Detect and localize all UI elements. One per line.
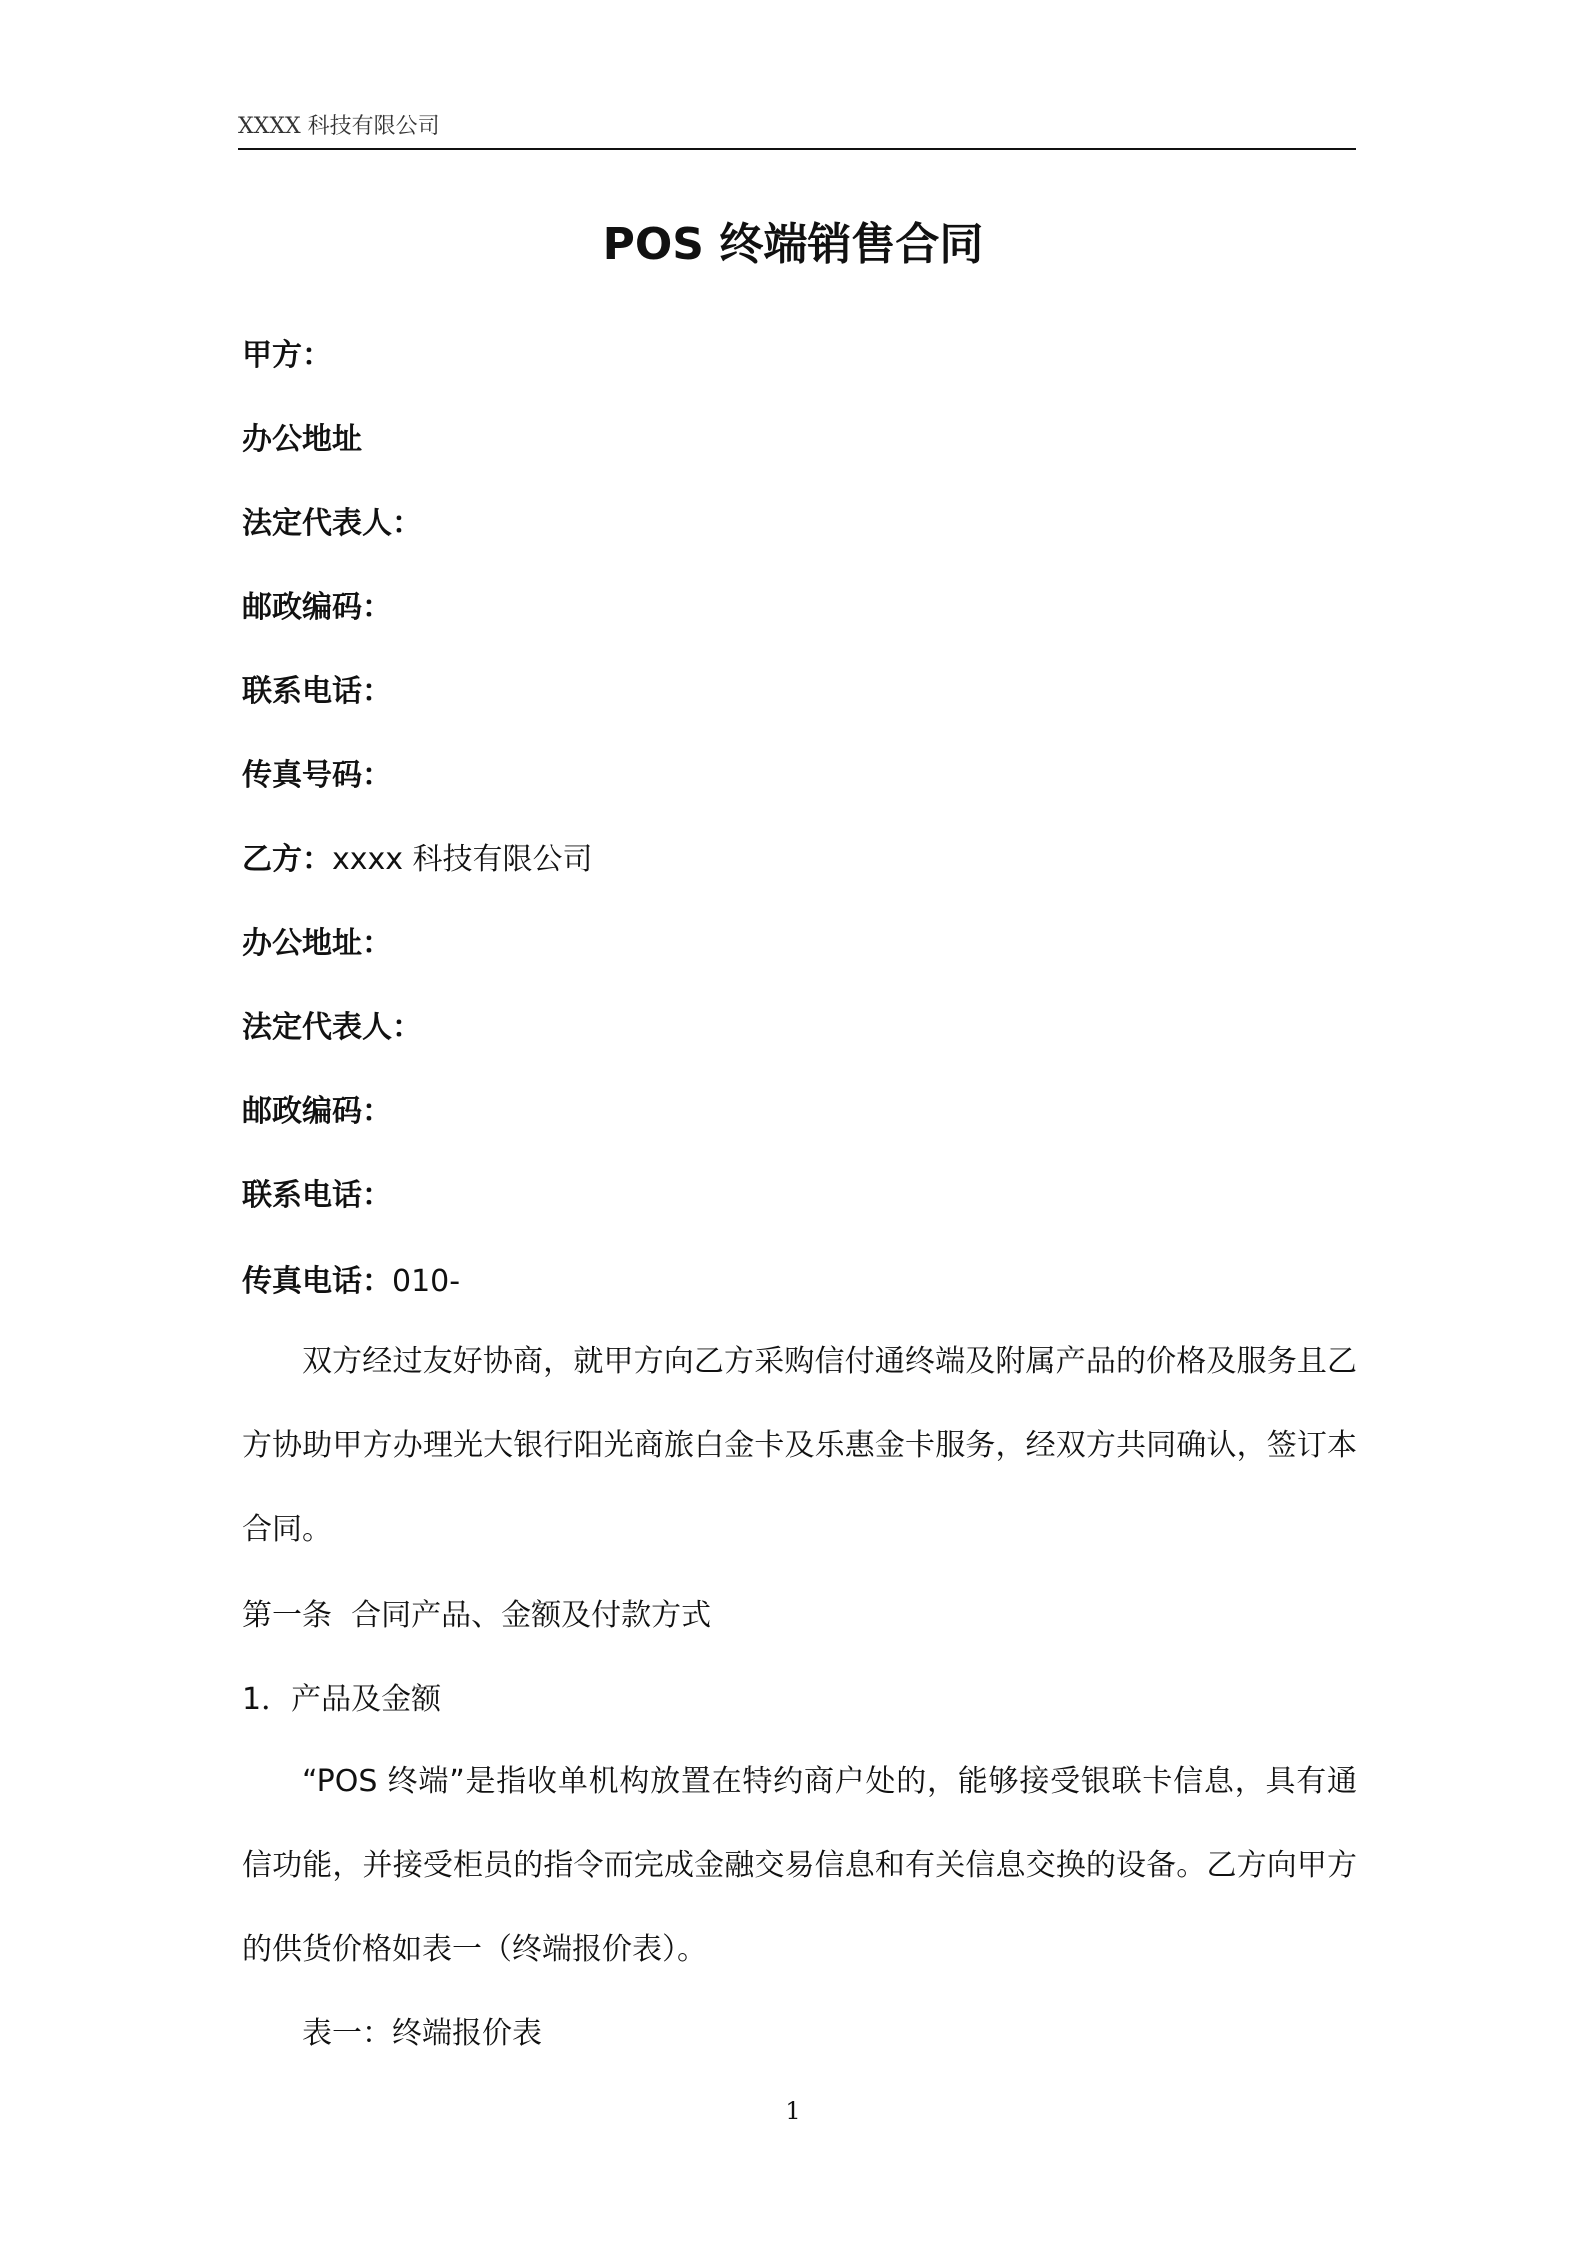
party-b-postcode: 邮政编码： — [242, 1094, 392, 1129]
party-b-fax-value: 010- — [392, 1264, 461, 1299]
party-b-address: 办公地址： — [242, 926, 392, 961]
party-b-phone: 联系电话： — [242, 1178, 392, 1213]
page-number: 1 — [785, 2097, 801, 2125]
party-b-label: 乙方： — [242, 842, 332, 877]
party-a-postcode: 邮政编码： — [242, 590, 392, 625]
article-1-title: 合同产品、金额及付款方式 — [351, 1598, 712, 1633]
party-a-address: 办公地址 — [242, 422, 362, 457]
article-1-heading — [242, 1594, 1357, 1638]
table-caption: 表一：终端报价表 — [302, 2016, 542, 2051]
party-a-fax: 传真号码： — [242, 758, 392, 793]
party-a-label: 甲方： — [242, 338, 332, 373]
party-b-legal-rep: 法定代表人： — [242, 1010, 422, 1045]
header-company: XXXX 科技有限公司 — [238, 114, 440, 139]
party-b-line — [242, 838, 1357, 882]
party-b-name: xxxx 科技有限公司 — [332, 842, 593, 877]
intro-paragraph: 双方经过友好协商，就甲方向乙方采购信付通终端及附属产品的价格及服务且乙方协助甲方办理光大银行阳光商旅白金卡及乐惠金卡服务，经双方共同确认，签订本合同。 — [242, 1344, 1357, 1547]
section-1-heading: 1．产品及金额 — [242, 1682, 442, 1717]
definition-paragraph: “POS 终端”是指收单机构放置在特约商户处的，能够接受银联卡信息，具有通信功能，并接受柜员的指令而完成金融交易信息和有关信息交换的设备。乙方向甲方的供货价格如表一（终端报价表）。 — [242, 1764, 1357, 1967]
document-title: POS 终端销售合同 — [602, 219, 984, 270]
party-a-legal-rep: 法定代表人： — [242, 506, 422, 541]
party-b-fax-line — [242, 1260, 1357, 1304]
article-1-number: 第一条 — [242, 1598, 332, 1633]
party-a-phone: 联系电话： — [242, 674, 392, 709]
page-header — [238, 112, 1356, 150]
party-b-fax-label: 传真电话： — [242, 1264, 392, 1299]
